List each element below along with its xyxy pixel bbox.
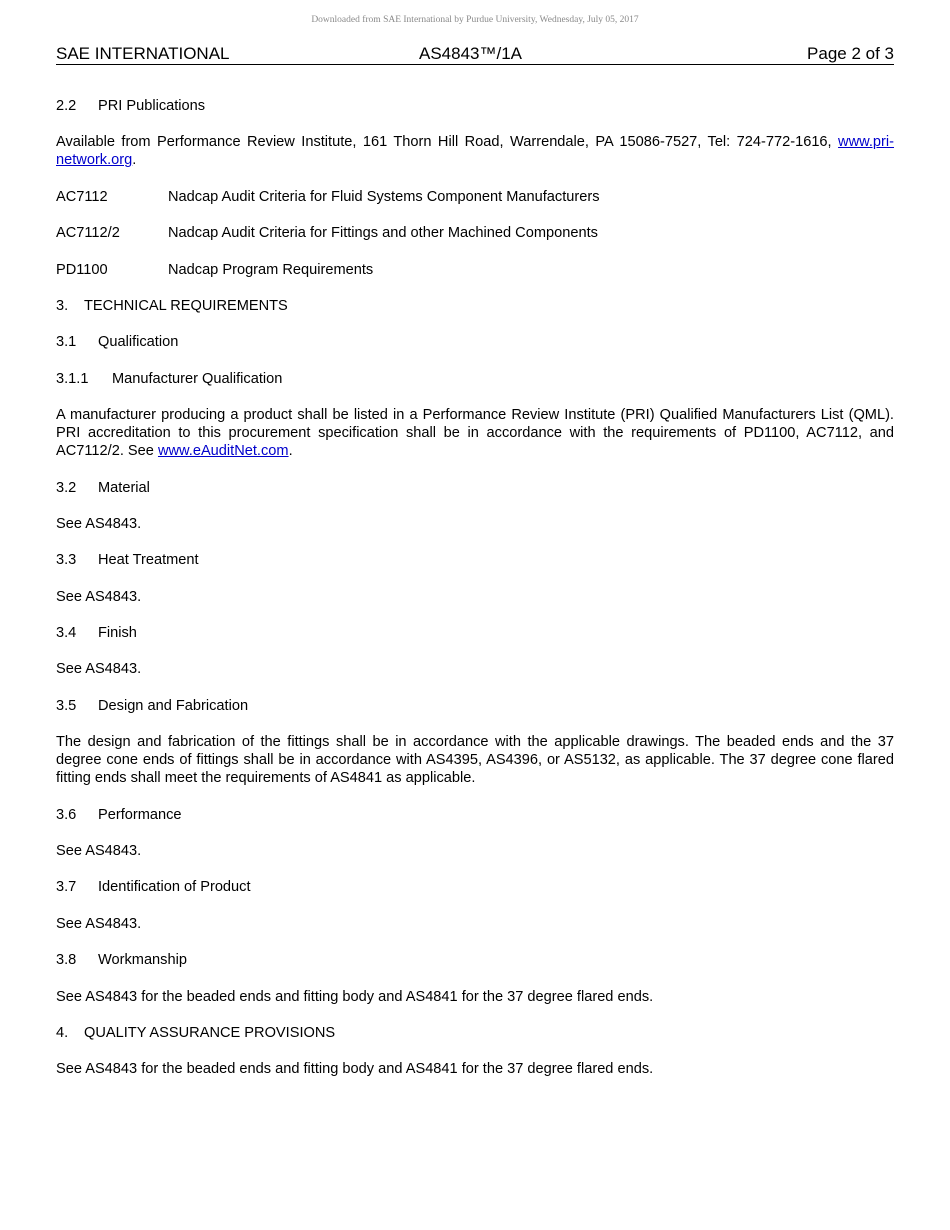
section-title: Performance	[98, 806, 182, 823]
section-number: 3.8	[56, 952, 77, 969]
reference-row	[56, 188, 894, 206]
section-heading-3-3	[56, 551, 894, 569]
page-header	[56, 44, 894, 65]
document-body	[56, 97, 894, 1097]
reference-code: AC7112/2	[56, 225, 120, 242]
section-number: 3.7	[56, 879, 77, 896]
section-title: Manufacturer Qualification	[112, 370, 283, 387]
section-heading-3-1-1	[56, 370, 894, 388]
pri-availability-text: Available from Performance Review Institute, 161 Thorn Hill Road, Warrendale, PA 15086-7527, Tel: 724-772-1616,	[56, 134, 832, 151]
reference-title: Nadcap Audit Criteria for Fittings and other Machined Components	[168, 225, 598, 242]
section-heading-2-2	[56, 97, 894, 115]
section-number: 2.2	[56, 98, 77, 114]
section-number: 3.1	[56, 334, 77, 351]
section-heading-4	[56, 1024, 894, 1042]
section-title: Heat Treatment	[98, 552, 199, 569]
section-body: See AS4843.	[56, 661, 142, 678]
section-heading-3-6	[56, 806, 894, 824]
section-title: Design and Fabrication	[98, 697, 249, 714]
reference-title: Nadcap Audit Criteria for Fluid Systems Component Manufacturers	[168, 188, 600, 205]
qualification-text: A manufacturer producing a product shall be listed in a Performance Review Institute (PRI) Qualified Manufacturers List (QML). PRI accreditation to this procurement specification shall be in accordance with the requirements of PD1100, AC7112, and AC7112/2. See	[56, 407, 894, 460]
reference-code: PD1100	[56, 261, 108, 278]
header-document-number: AS4843™/1A	[419, 44, 523, 63]
section-heading-3	[56, 297, 894, 315]
section-heading-3-7	[56, 878, 894, 896]
section-number: 3.	[56, 297, 69, 314]
section-body: See AS4843.	[56, 515, 142, 532]
section-number: 3.3	[56, 552, 77, 569]
section-body: See AS4843 for the beaded ends and fitting body and AS4841 for the 37 degree flared ends.	[56, 1061, 654, 1078]
download-watermark: Downloaded from SAE International by Purdue University, Wednesday, July 05, 2017	[311, 15, 639, 25]
reference-code: AC7112	[56, 188, 108, 205]
section-title: PRI Publications	[98, 98, 206, 114]
section-heading-3-8	[56, 951, 894, 969]
section-body: See AS4843.	[56, 915, 142, 932]
reference-title: Nadcap Program Requirements	[168, 261, 374, 278]
header-organization: SAE INTERNATIONAL	[56, 44, 230, 63]
section-title: Identification of Product	[98, 879, 251, 896]
section-heading-3-2	[56, 479, 894, 497]
section-number: 4.	[56, 1024, 69, 1041]
section-heading-3-4	[56, 624, 894, 642]
section-body: See AS4843.	[56, 843, 142, 860]
qualification-paragraph: A manufacturer producing a product shall be listed in a Performance Review Institute (PRI) Qualified Manufacturers List (QML). PRI accreditation to this procurement specification shall be in accordance with the requirements of PD1100, AC7112, and AC7112/2. See www.eAuditNet.com.	[56, 407, 894, 460]
section-number: 3.6	[56, 806, 77, 823]
section-heading-3-1	[56, 333, 894, 351]
section-title: Finish	[98, 625, 137, 642]
eauditnet-link[interactable]: www.eAuditNet.com	[157, 443, 289, 460]
section-number: 3.5	[56, 697, 77, 714]
section-body: The design and fabrication of the fittings shall be in accordance with the applicable drawings. The beaded ends and the 37 degree cone ends of fittings shall be in accordance with AS4395, AS4396, or AS5132, as applicable. The 37 degree cone flared fitting ends shall meet the requirements of AS4841 as applicable.	[56, 734, 894, 787]
section-title: TECHNICAL REQUIREMENTS	[84, 297, 288, 314]
header-page-number: Page 2 of 3	[807, 44, 894, 63]
pri-availability-paragraph: Available from Performance Review Institute, 161 Thorn Hill Road, Warrendale, PA 15086-7527, Tel: 724-772-1616, www.pri-network.org.	[56, 134, 894, 169]
section-number: 3.1.1	[56, 370, 89, 387]
section-title: Qualification	[98, 334, 179, 351]
reference-row	[56, 261, 894, 279]
section-number: 3.2	[56, 479, 77, 496]
section-title: Material	[98, 479, 150, 496]
section-number: 3.4	[56, 625, 77, 642]
pri-network-link[interactable]: www.pri-network.org	[56, 134, 894, 169]
section-body: See AS4843 for the beaded ends and fitting body and AS4841 for the 37 degree flared ends.	[56, 988, 654, 1005]
section-title: QUALITY ASSURANCE PROVISIONS	[84, 1024, 336, 1041]
section-title: Workmanship	[98, 952, 187, 969]
section-body: See AS4843.	[56, 588, 142, 605]
reference-row	[56, 224, 894, 242]
section-heading-3-5	[56, 697, 894, 715]
